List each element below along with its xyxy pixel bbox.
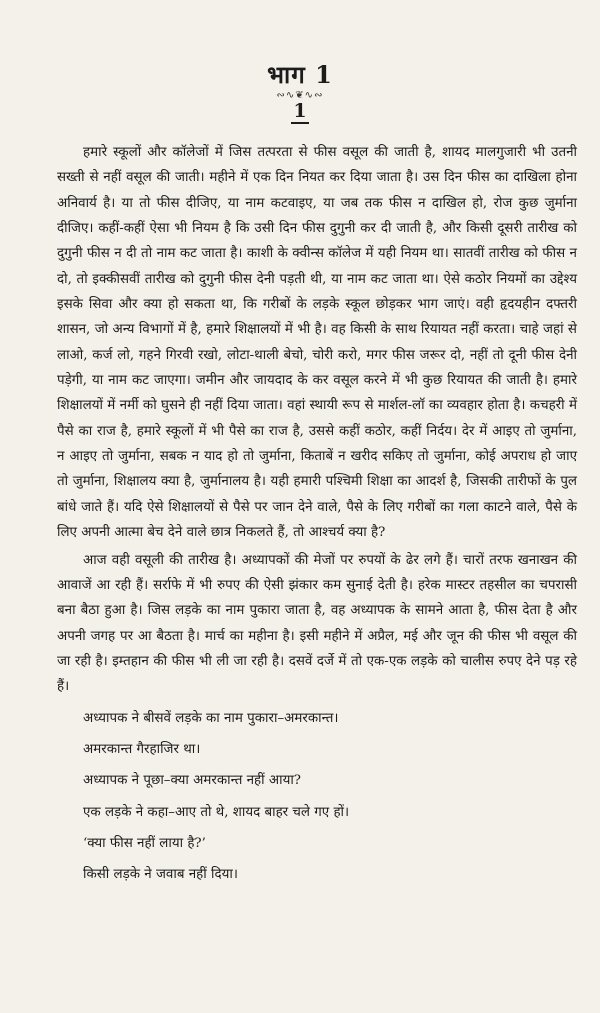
dialogue-line: किसी लड़के ने जवाब नहीं दिया।	[83, 867, 238, 883]
dialogue-line: ‘क्या फीस नहीं लाया है?’	[83, 835, 206, 851]
dialogue-line: अध्यापक ने पूछा–क्या अमरकान्त नहीं आया?	[83, 773, 301, 789]
dialogue-line: अमरकान्त गैरहाजिर था।	[83, 741, 201, 757]
chapter-number-text: 1	[293, 100, 307, 122]
dialogue-line: अध्यापक ने बीसवें लड़के का नाम पुकारा–अमरकान्त।	[83, 710, 339, 726]
chapter-number	[0, 100, 600, 122]
paragraph: हमारे स्कूलों और कॉलेजों में जिस तत्परता से फीस वसूल की जाती है, शायद मालगुजारी भी उतनी सख्ती से नहीं वसूल की जाती। महीने में एक दिन नियत कर दिया जाता है। उस दिन फीस का दाखिला होना अनिवार्य है। या तो फीस दीजिए, या नाम कटवाइए, या जब तक फीस न दाखिल हो, रोज कुछ जुर्माना दीजिए। कहीं-कहीं ऐसा भी नियम है कि उसी दिन फीस दुगुनी कर दी जाती है, और किसी दूसरी तारीख को दुगुनी फीस न दी तो नाम कट जाता है। काशी के क्वीन्स कॉलेज में यही नियम था। सातवीं तारीख को फीस न दो, तो इक्कीसवीं तारीख को दुगुनी फीस देनी पड़ती थी, या नाम कट जाता था। ऐसे कठोर नियमों का उद्देश्य इसके सिवा और क्या हो सकता था, कि गरीबों के लड़के स्कूल छोड़कर भाग जाएं। वही हृदयहीन दफ्तरी शासन, जो अन्य विभागों में है, हमारे शिक्षालयों में भी है। वह किसी के साथ रियायत नहीं करता। चाहे जहां से लाओ, कर्ज लो, गहने गिरवी रखो, लोटा-थाली बेचो, चोरी करो, मगर फीस जरूर दो, नहीं तो दूनी फीस देनी पड़ेगी, या नाम कट जाएगा। जमीन और जायदाद के कर वसूल करने में भी कुछ रियायत की जाती है। हमारे शिक्षालयों में नर्मी को घुसने ही नहीं दिया जाता। वहां स्थायी रूप से मार्शल-लॉ का व्यवहार होता है। कचहरी में पैसे का राज है, हमारे स्कूलों में भी पैसे का राज है, उससे कहीं कठोर, कहीं निर्दय। देर में आइए तो जुर्माना, न आइए तो जुर्माना, सबक न याद हो तो जुर्माना, किताबें न खरीद सकिए तो जुर्माना, कोई अपराध हो जाए तो जुर्माना, शिक्षालय क्या है, जुर्मानालय है। यही हमारी पश्चिमी शिक्षा का आदर्श है, जिसकी तारीफों के पुल बांधे जाते हैं। यदि ऐसे शिक्षालयों से पैसे पर जान देने वाले, पैसे के लिए गरीबों का गला काटने वाले, पैसे के लिए अपनी आत्मा बेच देने वाले छात्र निकलते हैं, तो आश्चर्य क्या है?	[57, 145, 577, 541]
ornament-divider: ∾∿❦∿∾	[276, 90, 324, 101]
part-title: भाग 1	[267, 60, 333, 89]
dialogue-line: एक लड़के ने कहा–आए तो थे, शायद बाहर चले गए हों।	[83, 804, 350, 820]
paragraph: आज वही वसूली की तारीख है। अध्यापकों की मेजों पर रुपयों के ढेर लगे हैं। चारों तरफ खनाखन की आवाजें आ रही हैं। सर्राफे में भी रुपए की ऐसी झंकार कम सुनाई देती है। हरेक मास्टर तहसील का चपरासी बना बैठा हुआ है। जिस लड़के का नाम पुकारा जाता है, वह अध्यापक के सामने आता है, फीस देता है और अपनी जगह पर आ बैठता है। मार्च का महीना है। इसी महीने में अप्रैल, मई और जून की फीस भी वसूल की जा रही है। इम्तहान की फीस भी ली जा रही है। दसवें दर्जे में तो एक-एक लड़के को चालीस रुपए देने पड़ रहे हैं।	[57, 552, 577, 695]
page-body	[57, 140, 577, 888]
